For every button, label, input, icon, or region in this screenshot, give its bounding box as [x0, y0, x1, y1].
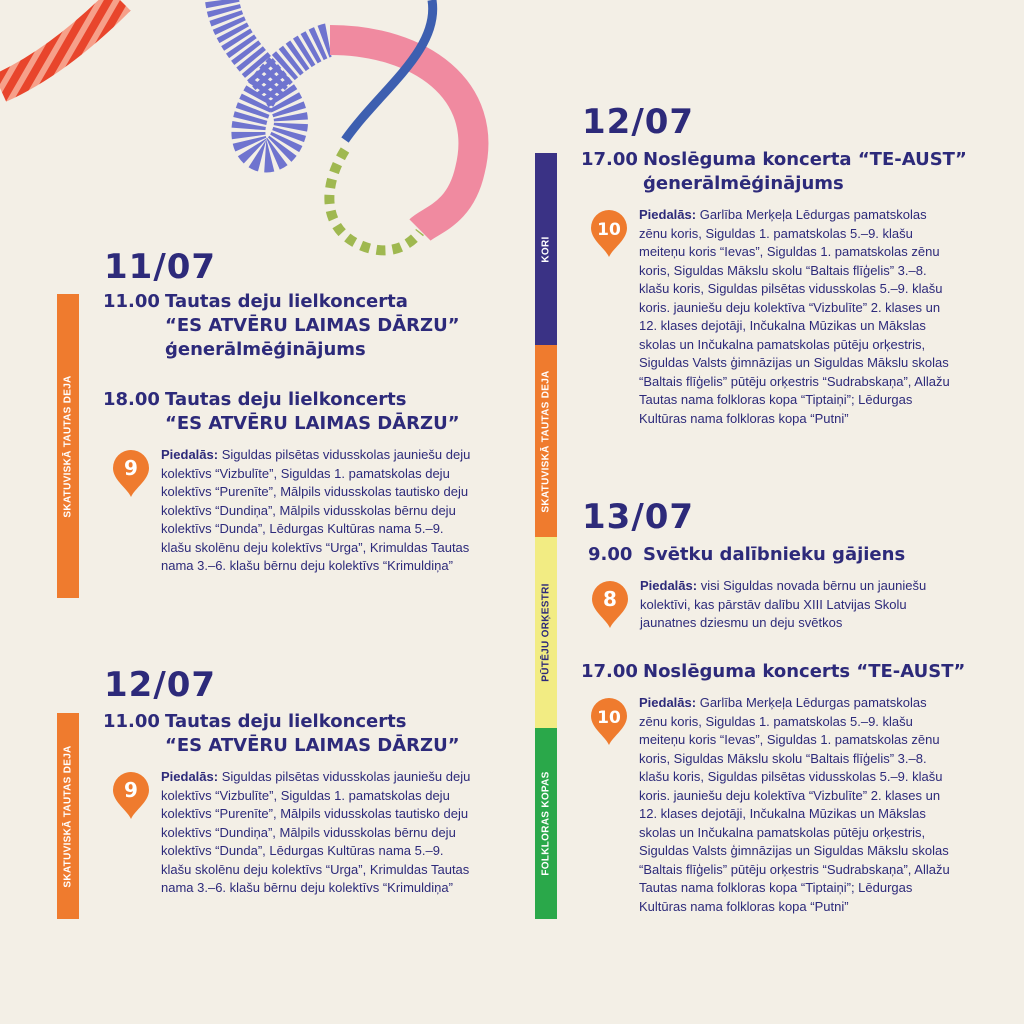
event-title: Noslēguma koncerts “TE-AUST”	[643, 661, 966, 682]
date-heading: 11/07	[104, 247, 217, 287]
date-heading: 13/07	[582, 497, 695, 537]
event-title: Tautas deju lielkoncerts “ES ATVĒRU LAIMAS DĀRZU”	[165, 389, 460, 434]
pin-number: 10	[597, 708, 621, 728]
event-time: 17.00	[581, 149, 638, 170]
event-item	[103, 388, 483, 576]
category-bar-folklore-groups	[535, 728, 557, 919]
category-bar-choirs	[535, 153, 557, 345]
location-pin-icon	[590, 579, 630, 629]
category-bar-folk-dance-1	[57, 294, 79, 598]
event-item	[581, 148, 981, 428]
event-time: 17.00	[581, 661, 638, 682]
category-label: PŪTĒJU ORĶESTRI	[540, 583, 552, 682]
pin-number: 9	[124, 778, 138, 802]
category-bar-brass-bands	[535, 537, 557, 728]
date-heading: 12/07	[582, 102, 695, 142]
event-item	[588, 543, 988, 633]
category-label: SKATUVISKĀ TAUTAS DEJA	[62, 374, 74, 518]
pin-number: 8	[603, 587, 617, 611]
location-pin-icon	[589, 696, 629, 746]
event-time: 18.00	[103, 389, 160, 410]
participants-text: Piedalās: Garlība Merķeļa Lēdurgas pamatskolas zēnu koris, Siguldas 1. pamatskolas 5.–9. klašu meiteņu koris “Ievas”, Siguldas 1. pamatskolas zēnu koris, Siguldas Mākslu skolu “Baltais flīģelis” 3.–8. klašu koris, Siguldas pilsētas vidusskolas 5.–9. klašu koris. jauniešu deju kolektīva “Vizbulīte” 2. klases un 12. klases dejotāji, Inčukalna Mūzikas un Mākslas skolas un Inčukalna pamatskolas pūtēju orķestris, Siguldas Valsts ģimnāzijas un Siguldas Mākslu skolas “Baltais flīģelis” pūtēju orķestris “Sudrabskaņa”, Allažu Tautas nama folkloras kopa “Tiptaiņi”; Lēdurgas Kultūras nama folkloras kopa “Putni”	[639, 207, 950, 426]
event-time: 11.00	[103, 711, 160, 732]
category-label: SKATUVISKĀ TAUTAS DEJA	[62, 744, 74, 888]
event-time: 11.00	[103, 291, 160, 312]
event-item	[581, 660, 981, 916]
category-label: SKATUVISKĀ TAUTAS DEJA	[540, 369, 552, 513]
participants-text: Piedalās: Siguldas pilsētas vidusskolas jauniešu deju kolektīvs “Vizbulīte”, Siguldas 1. pamatskolas deju kolektīvs “Purenīte”, Mālpils vidusskolas tautisko deju kolektīvs “Dundiņa”, Mālpils vidusskolas bērnu deju kolektīvs “Dunda”, Lēdurgas Kultūras nama 5.–9. klašu skolēnu deju kolektīvs “Urga”, Krimuldas Tautas nama 3.–6. klašu bērnu deju kolektīvs “Krimuldiņa”	[161, 447, 471, 573]
participants-text: Piedalās: Siguldas pilsētas vidusskolas jauniešu deju kolektīvs “Vizbulīte”, Siguldas 1. pamatskolas deju kolektīvs “Purenīte”, Mālpils vidusskolas tautisko deju kolektīvs “Dundiņa”, Mālpils vidusskolas bērnu deju kolektīvs “Dunda”, Lēdurgas Kultūras nama 5.–9. klašu skolēnu deju kolektīvs “Urga”, Krimuldas Tautas nama 3.–6. klašu bērnu deju kolektīvs “Krimuldiņa”	[161, 769, 471, 895]
category-bar-folk-dance-2	[57, 713, 79, 919]
event-item	[103, 710, 483, 898]
category-label: KORI	[540, 235, 552, 263]
event-item	[103, 290, 483, 362]
event-title: Tautas deju lielkoncerts “ES ATVĒRU LAIMAS DĀRZU”	[165, 711, 460, 756]
location-pin-icon	[111, 770, 151, 820]
event-title: Tautas deju lielkoncerta “ES ATVĒRU LAIMAS DĀRZU” ģenerālmēģinājums	[165, 291, 460, 360]
participants-text: Piedalās: visi Siguldas novada bērnu un jauniešu kolektīvi, kas pārstāv dalību XIII Latvijas Skolu jaunatnes dziesmu un deju svētkos	[640, 578, 927, 630]
event-title: Noslēguma koncerta “TE-AUST” ģenerālmēģinājums	[643, 149, 967, 194]
category-label: FOLKLORAS KOPAS	[540, 771, 552, 876]
event-title: Svētku dalībnieku gājiens	[643, 544, 906, 565]
event-time: 9.00	[588, 544, 633, 565]
date-heading: 12/07	[104, 665, 217, 705]
pin-number: 10	[597, 220, 621, 240]
pin-number: 9	[124, 456, 138, 480]
participants-text: Piedalās: Garlība Merķeļa Lēdurgas pamatskolas zēnu koris, Siguldas 1. pamatskolas 5.–9. klašu meiteņu koris “Ievas”, Siguldas 1. pamatskolas zēnu koris, Siguldas Mākslu skolu “Baltais flīģelis” 3.–8. klašu koris, Siguldas pilsētas vidusskolas 5.–9. klašu koris. jauniešu deju kolektīva “Vizbulīte” 2. klases un 12. klases dejotāji, Inčukalna Mūzikas un Mākslas skolas un Inčukalna pamatskolas pūtēju orķestris, Siguldas Valsts ģimnāzijas un Siguldas Mākslu skolas “Baltais flīģelis” pūtēju orķestris “Sudrabskaņa”, Allažu Tautas nama folkloras kopa “Tiptaiņi”; Lēdurgas Kultūras nama folkloras kopa “Putni”	[639, 695, 950, 914]
location-pin-icon	[589, 208, 629, 258]
location-pin-icon	[111, 448, 151, 498]
category-bar-folk-dance	[535, 345, 557, 537]
